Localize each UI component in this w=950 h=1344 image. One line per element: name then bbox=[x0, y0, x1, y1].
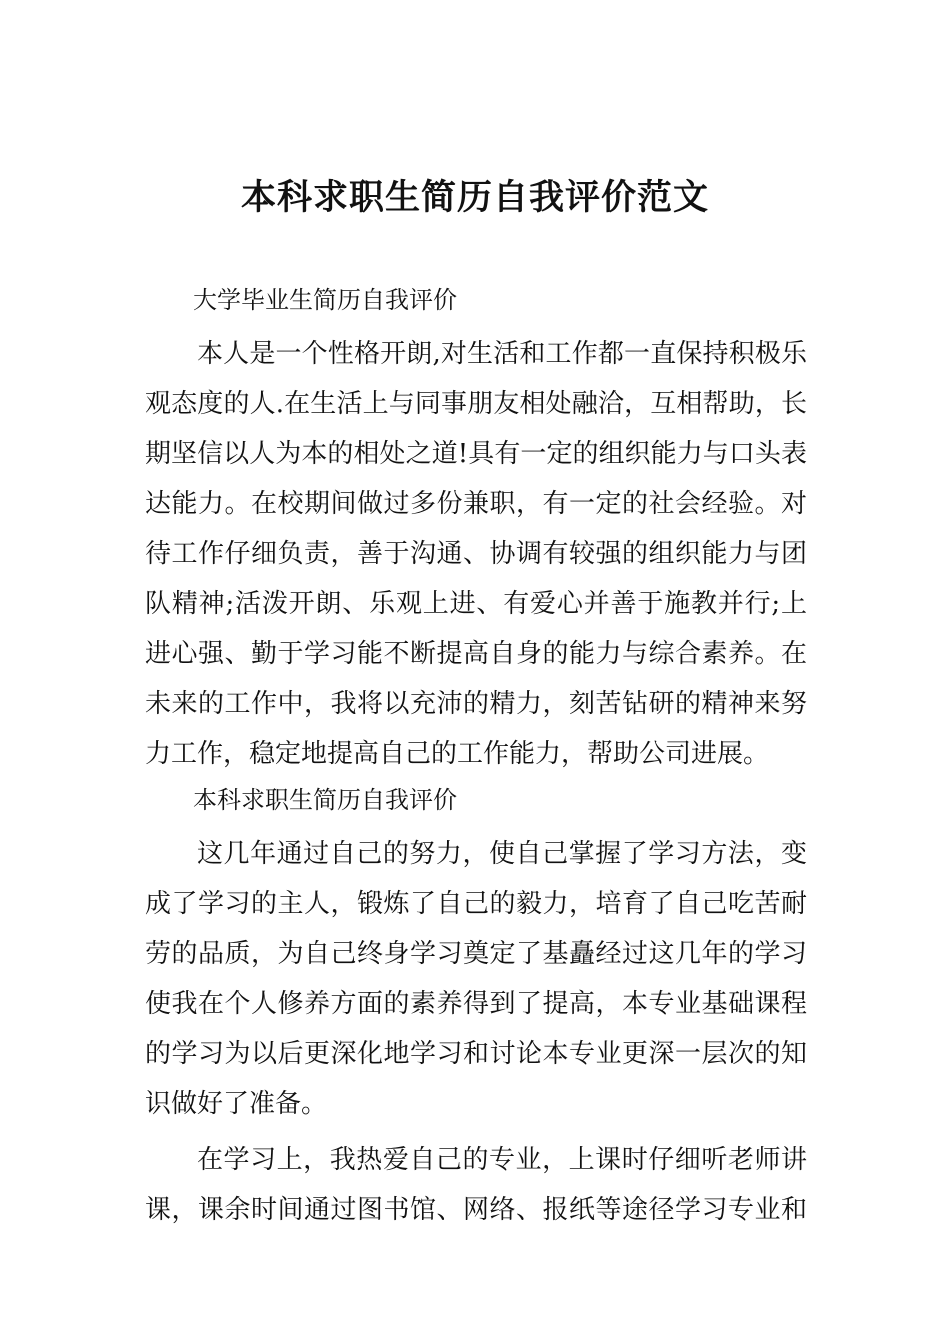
paragraph bbox=[145, 1135, 807, 1235]
paragraph-line: 成了学习的主人，锻炼了自己的毅力，培育了自己吃苦耐 bbox=[145, 889, 807, 919]
paragraph bbox=[145, 829, 807, 1129]
paragraph-line: 进心强、勤于学习能不断提高自身的能力与综合素养。在 bbox=[145, 639, 807, 669]
section-graduate-self-evaluation bbox=[145, 279, 807, 779]
section-heading: 大学毕业生简历自我评价 bbox=[193, 286, 457, 314]
paragraph-line: 未来的工作中，我将以充沛的精力，刻苦钻研的精神来努 bbox=[145, 689, 807, 719]
paragraph-line: 使我在个人修养方面的素养得到了提高，本专业基础课程 bbox=[145, 989, 807, 1019]
section-heading: 本科求职生简历自我评价 bbox=[193, 786, 457, 814]
paragraph-line: 劳的品质，为自己终身学习奠定了基矗经过这几年的学习 bbox=[145, 939, 807, 969]
paragraph bbox=[145, 329, 807, 779]
paragraph-line: 队精神;活泼开朗、乐观上进、有爱心并善于施教并行;上 bbox=[145, 589, 807, 619]
paragraph-line: 这几年通过自己的努力，使自己掌握了学习方法，变 bbox=[197, 839, 807, 869]
paragraph-line: 本人是一个性格开朗,对生活和工作都一直保持积极乐 bbox=[197, 339, 807, 369]
document-body bbox=[145, 279, 807, 1235]
paragraph-line: 识做好了准备。 bbox=[145, 1089, 328, 1119]
paragraph-line: 待工作仔细负责，善于沟通、协调有较强的组织能力与团 bbox=[145, 539, 807, 569]
page-title: 本科求职生简历自我评价范文 bbox=[240, 178, 709, 218]
paragraph-line: 的学习为以后更深化地学习和讨论本专业更深一层次的知 bbox=[145, 1039, 807, 1069]
paragraph-line: 课，课余时间通过图书馆、网络、报纸等途径学习专业和 bbox=[145, 1195, 807, 1225]
paragraph-line: 观态度的人.在生活上与同事朋友相处融洽，互相帮助，长 bbox=[145, 389, 807, 419]
paragraph-line: 期坚信以人为本的相处之道!具有一定的组织能力与口头表 bbox=[145, 439, 807, 469]
paragraph-line: 力工作，稳定地提高自己的工作能力，帮助公司进展。 bbox=[145, 739, 770, 769]
paragraph-line: 在学习上，我热爱自己的专业，上课时仔细听老师讲 bbox=[197, 1145, 807, 1175]
section-undergraduate-self-evaluation bbox=[145, 779, 807, 1235]
paragraph-line: 达能力。在校期间做过多份兼职，有一定的社会经验。对 bbox=[145, 489, 807, 519]
